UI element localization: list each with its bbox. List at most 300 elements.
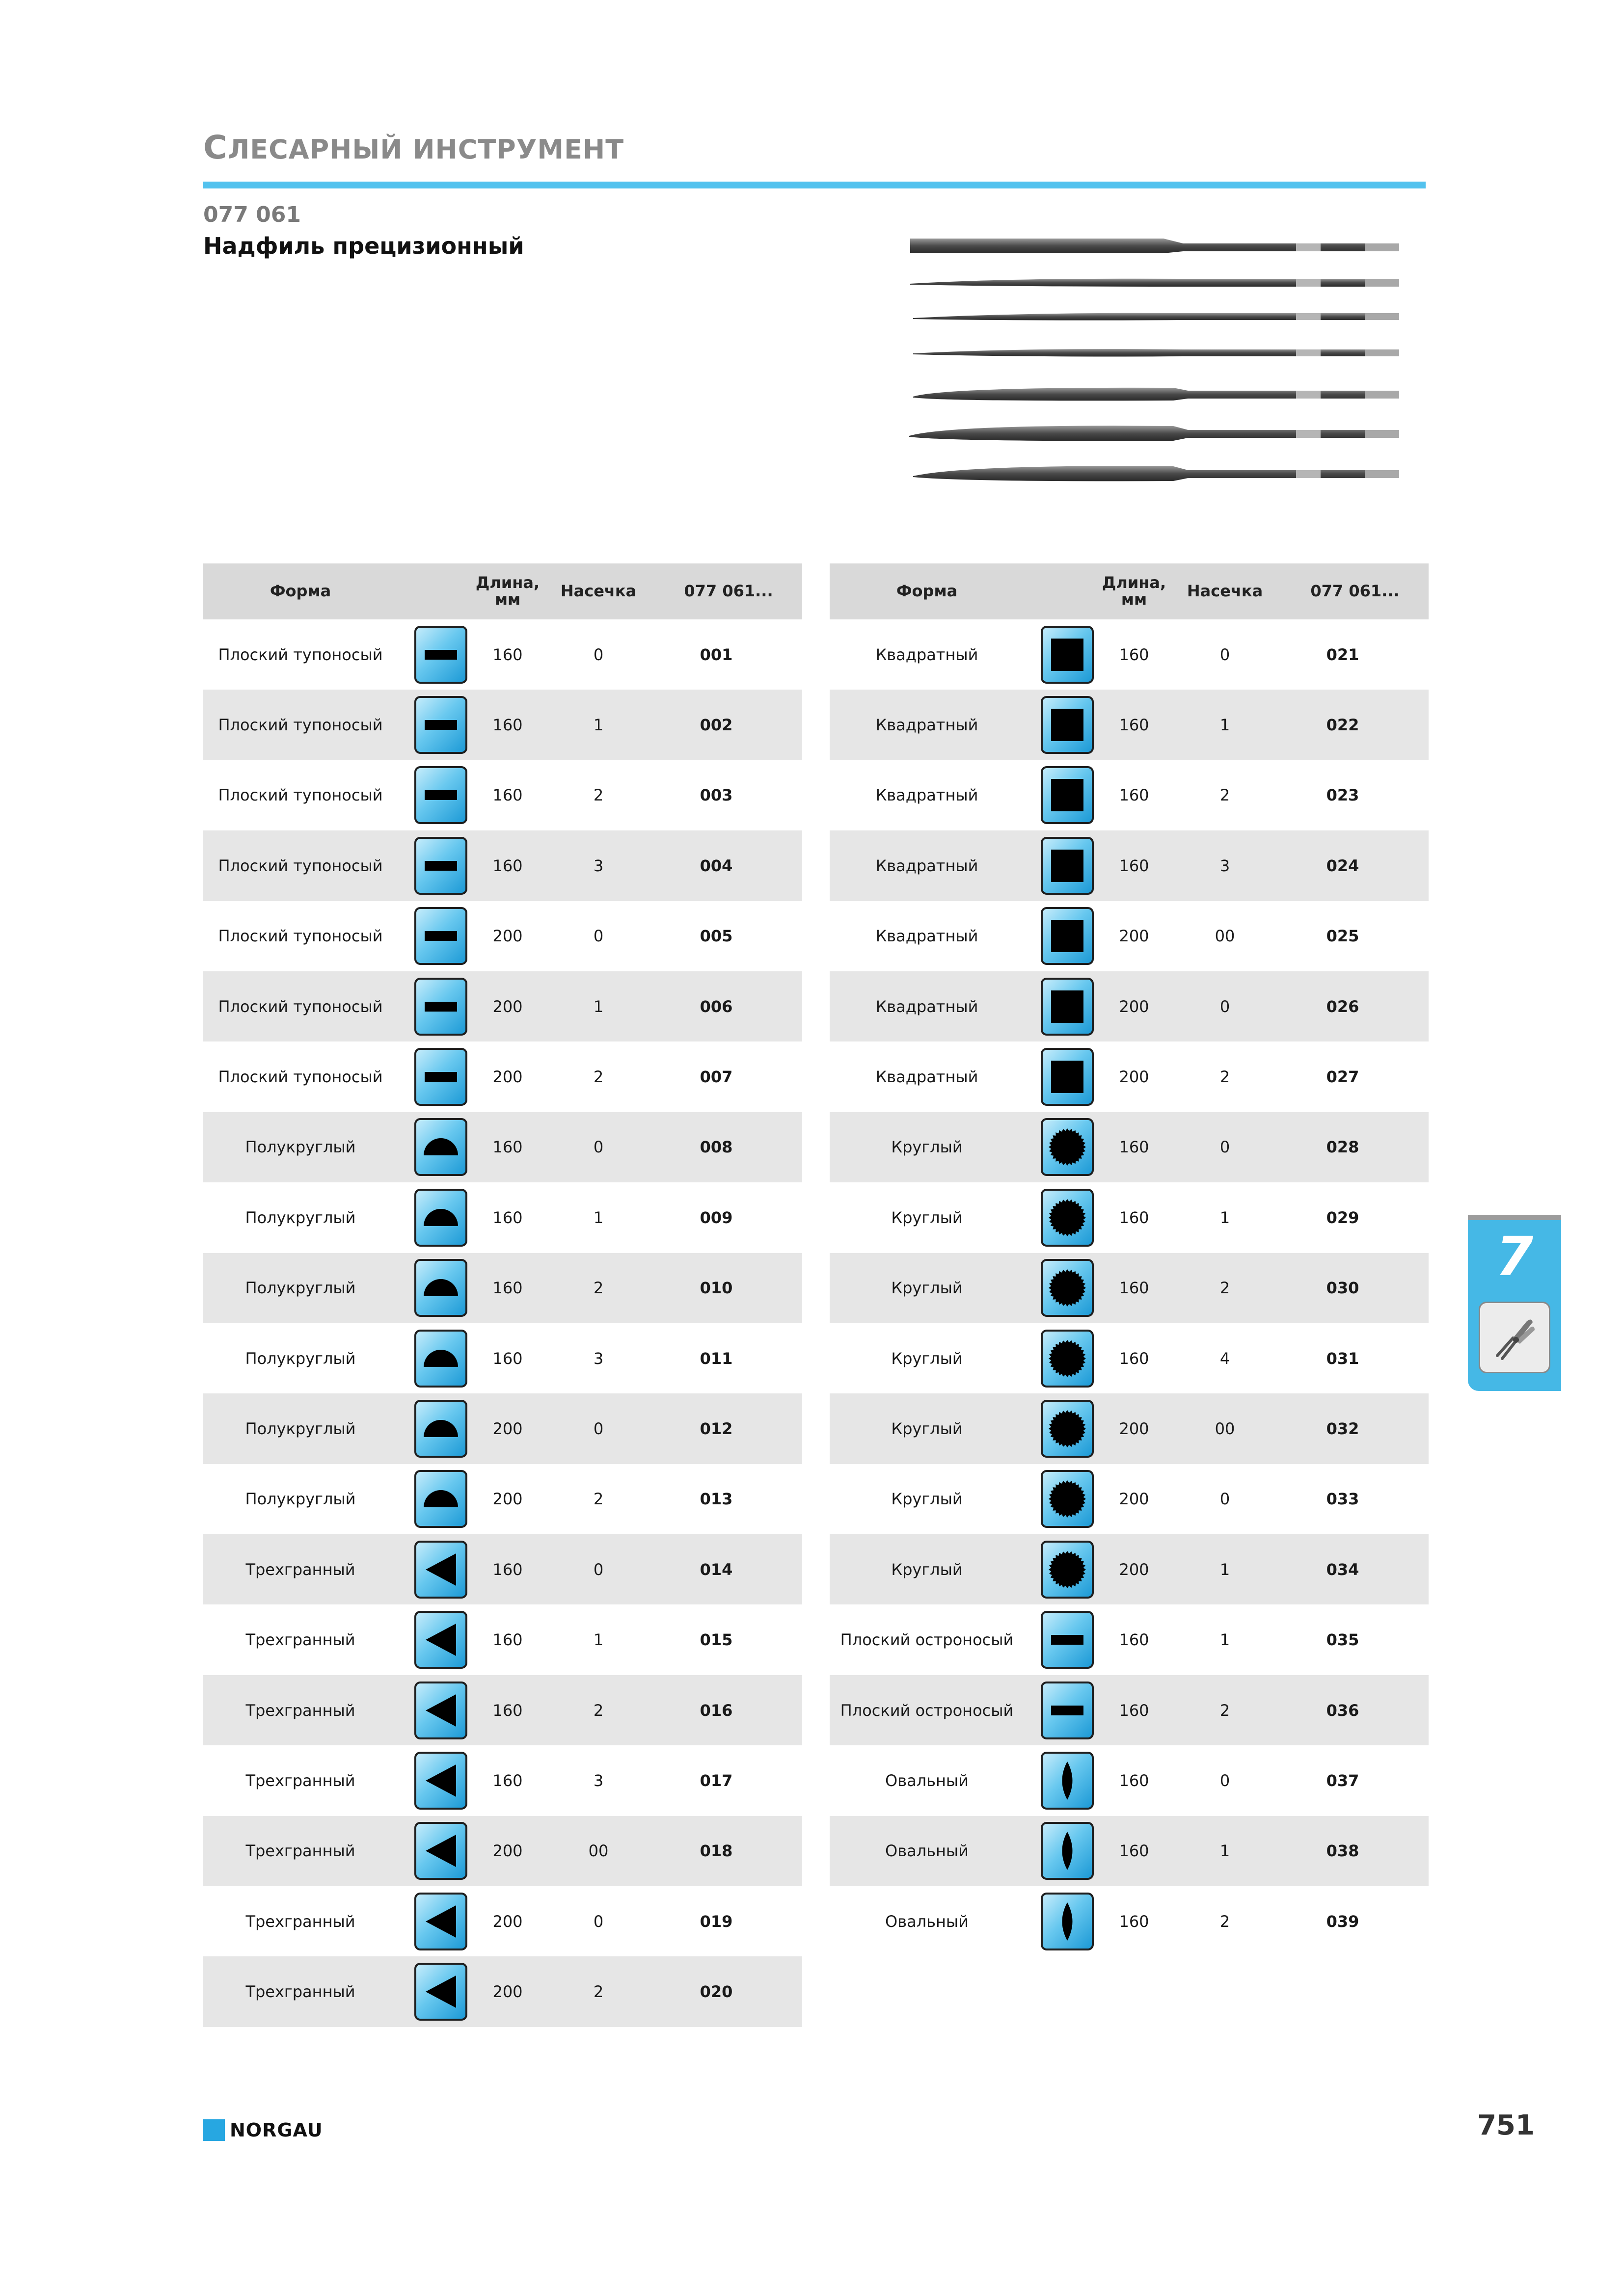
article-code: 025 [1326, 927, 1359, 946]
file-4 [913, 349, 1399, 357]
cut-value: 0 [1219, 997, 1230, 1016]
header-shape: Форма [896, 582, 958, 601]
shape-cell [1038, 1604, 1097, 1675]
shape-name: Трехгранный [245, 1842, 355, 1861]
shape-cell [1038, 619, 1097, 690]
table-row [830, 1675, 1429, 1745]
article-code: 031 [1326, 1349, 1359, 1368]
length-value: 200 [492, 1842, 523, 1861]
flat-profile-icon [414, 626, 467, 684]
shape-name: Квадратный [875, 645, 978, 664]
shape-cell [1038, 901, 1097, 971]
table-row [203, 1393, 802, 1464]
table-row [830, 1323, 1429, 1393]
flat-profile-icon [414, 766, 467, 824]
length-value: 160 [492, 645, 523, 664]
cut-value: 0 [593, 645, 604, 664]
article-code: 020 [700, 1982, 733, 2002]
shape-cell [411, 971, 470, 1041]
chapter-number: 7 [1495, 1225, 1534, 1288]
flat-profile-icon [1041, 1682, 1094, 1739]
table-row [203, 1675, 802, 1745]
cut-value: 3 [593, 1771, 604, 1790]
table-row [203, 1745, 802, 1815]
table-row [830, 830, 1429, 901]
length-value: 200 [492, 1982, 523, 2002]
shape-cell [1038, 1675, 1097, 1745]
cut-value: 1 [1219, 716, 1230, 735]
cut-value: 1 [593, 716, 604, 735]
oval-profile-icon [1041, 1752, 1094, 1810]
table-row [830, 1041, 1429, 1112]
length-value: 160 [1119, 1279, 1149, 1298]
round-profile-icon [1041, 1259, 1094, 1317]
article-code: 008 [700, 1138, 733, 1157]
length-value: 200 [492, 997, 523, 1016]
article-code: 022 [1326, 716, 1359, 735]
shape-cell [411, 1745, 470, 1815]
table-row [830, 1464, 1429, 1534]
flat-profile-icon [414, 837, 467, 895]
shape-cell [411, 1253, 470, 1323]
length-value: 160 [492, 856, 523, 875]
chapter-tab[interactable] [1468, 1215, 1561, 1391]
shape-name: Трехгранный [245, 1701, 355, 1720]
shape-name: Плоский тупоносый [218, 786, 383, 805]
cut-value: 2 [593, 1068, 604, 1087]
length-value: 200 [492, 927, 523, 946]
triangle-profile-icon [414, 1541, 467, 1599]
header-cut: Насечка [1187, 582, 1263, 601]
round-profile-icon [1041, 1330, 1094, 1388]
length-value: 200 [1119, 1068, 1149, 1087]
brand-square [203, 2119, 225, 2141]
shape-cell [411, 1041, 470, 1112]
article-code: 014 [700, 1560, 733, 1579]
table-header [203, 563, 802, 619]
length-value: 200 [1119, 1419, 1149, 1438]
shape-cell [411, 830, 470, 901]
article-code: 018 [700, 1842, 733, 1861]
length-value: 160 [492, 1771, 523, 1790]
article-code: 023 [1326, 786, 1359, 805]
table-row [203, 760, 802, 830]
table-row [203, 690, 802, 760]
shape-name: Трехгранный [245, 1912, 355, 1931]
cut-value: 0 [593, 1419, 604, 1438]
article-code: 026 [1326, 997, 1359, 1016]
cut-value: 1 [593, 1208, 604, 1227]
cut-value: 1 [1219, 1208, 1230, 1227]
shape-cell [1038, 830, 1097, 901]
length-value: 160 [1119, 1630, 1149, 1650]
shape-name: Полукруглый [245, 1279, 356, 1298]
table-row [830, 901, 1429, 971]
article-code: 010 [700, 1279, 733, 1298]
article-code: 011 [700, 1349, 733, 1368]
article-code: 030 [1326, 1279, 1359, 1298]
table-row [203, 1112, 802, 1182]
shape-name: Круглый [891, 1279, 963, 1298]
cut-value: 0 [1219, 1138, 1230, 1157]
flat-profile-icon [414, 696, 467, 754]
length-value: 160 [1119, 1771, 1149, 1790]
article-code: 004 [700, 856, 733, 875]
square-profile-icon [1041, 837, 1094, 895]
shape-name: Овальный [885, 1912, 969, 1931]
cut-value: 3 [593, 856, 604, 875]
table-row [830, 1534, 1429, 1604]
chapter-tab-bar [1468, 1215, 1561, 1220]
table-row [203, 901, 802, 971]
cut-value: 2 [593, 1490, 604, 1509]
table-row [830, 1253, 1429, 1323]
length-value: 200 [1119, 1490, 1149, 1509]
table-row [203, 1534, 802, 1604]
shape-name: Плоский тупоносый [218, 645, 383, 664]
header-length: Длина, мм [1102, 573, 1166, 609]
needle-files-photo [908, 231, 1409, 496]
triangle-profile-icon [414, 1611, 467, 1669]
brand-logo [203, 2119, 323, 2141]
article-code: 006 [700, 997, 733, 1016]
flat-profile-icon [414, 978, 467, 1036]
shape-cell [411, 1604, 470, 1675]
cut-value: 1 [593, 997, 604, 1016]
file-1 [910, 239, 1399, 253]
file-7 [913, 466, 1399, 481]
shape-name: Полукруглый [245, 1349, 356, 1368]
flat-profile-icon [1041, 1611, 1094, 1669]
section-title [203, 129, 624, 166]
article-code: 005 [700, 927, 733, 946]
length-value: 160 [1119, 1912, 1149, 1931]
length-value: 160 [492, 1279, 523, 1298]
table-row [203, 830, 802, 901]
table-row [830, 1816, 1429, 1886]
square-profile-icon [1041, 696, 1094, 754]
shape-cell [411, 1675, 470, 1745]
article-code: 009 [700, 1208, 733, 1227]
article-number: 077 061 [203, 202, 301, 227]
cut-value: 1 [1219, 1560, 1230, 1579]
file-table-right [830, 563, 1429, 1956]
oval-profile-icon [1041, 1893, 1094, 1950]
square-profile-icon [1041, 978, 1094, 1036]
round-profile-icon [1041, 1400, 1094, 1458]
shape-name: Квадратный [875, 716, 978, 735]
shape-cell [1038, 1323, 1097, 1393]
shape-name: Квадратный [875, 856, 978, 875]
table-row [203, 1464, 802, 1534]
file-table-left [203, 563, 802, 2027]
shape-name: Квадратный [875, 786, 978, 805]
triangle-profile-icon [414, 1893, 467, 1950]
shape-name: Круглый [891, 1560, 963, 1579]
shape-cell [411, 901, 470, 971]
length-value: 160 [492, 1701, 523, 1720]
header-code: 077 061... [1310, 582, 1400, 601]
shape-cell [411, 1886, 470, 1956]
square-profile-icon [1041, 766, 1094, 824]
cut-value: 3 [1219, 856, 1230, 875]
shape-cell [1038, 1182, 1097, 1253]
cut-value: 4 [1219, 1349, 1230, 1368]
article-code: 019 [700, 1912, 733, 1931]
flat-profile-icon [414, 907, 467, 965]
length-value: 200 [1119, 927, 1149, 946]
half-round-profile-icon [414, 1330, 467, 1388]
cut-value: 2 [1219, 786, 1230, 805]
cut-value: 2 [593, 1701, 604, 1720]
shape-cell [1038, 1464, 1097, 1534]
shape-name: Круглый [891, 1419, 963, 1438]
cut-value: 0 [593, 1912, 604, 1931]
round-profile-icon [1041, 1470, 1094, 1528]
shape-cell [411, 1464, 470, 1534]
page-number: 751 [1477, 2109, 1535, 2141]
table-header [830, 563, 1429, 619]
shape-name: Плоский тупоносый [218, 856, 383, 875]
header-code: 077 061... [684, 582, 773, 601]
shape-cell [411, 690, 470, 760]
article-code: 013 [700, 1490, 733, 1509]
cut-value: 0 [1219, 1771, 1230, 1790]
cut-value: 00 [1215, 927, 1235, 946]
square-profile-icon [1041, 907, 1094, 965]
cut-value: 1 [1219, 1630, 1230, 1650]
shape-cell [1038, 1041, 1097, 1112]
length-value: 200 [492, 1490, 523, 1509]
shape-cell [411, 1393, 470, 1464]
shape-name: Полукруглый [245, 1138, 356, 1157]
article-code: 001 [700, 645, 733, 664]
half-round-profile-icon [414, 1470, 467, 1528]
article-code: 032 [1326, 1419, 1359, 1438]
length-value: 160 [1119, 856, 1149, 875]
article-code: 012 [700, 1419, 733, 1438]
length-value: 200 [1119, 997, 1149, 1016]
cut-value: 2 [593, 1279, 604, 1298]
length-value: 160 [492, 1560, 523, 1579]
cut-value: 0 [593, 1138, 604, 1157]
article-code: 034 [1326, 1560, 1359, 1579]
table-row [203, 1182, 802, 1253]
length-value: 160 [1119, 716, 1149, 735]
shape-cell [411, 1816, 470, 1886]
cut-value: 1 [1219, 1842, 1230, 1861]
length-value: 160 [492, 1630, 523, 1650]
length-value: 200 [492, 1912, 523, 1931]
round-profile-icon [1041, 1189, 1094, 1247]
article-code: 029 [1326, 1208, 1359, 1227]
shape-name: Полукруглый [245, 1419, 356, 1438]
shape-name: Круглый [891, 1138, 963, 1157]
table-row [830, 1182, 1429, 1253]
cut-value: 2 [593, 1982, 604, 2002]
table-row [830, 1604, 1429, 1675]
shape-name: Круглый [891, 1208, 963, 1227]
cut-value: 0 [1219, 1490, 1230, 1509]
shape-name: Трехгранный [245, 1560, 355, 1579]
shape-cell [1038, 1534, 1097, 1604]
shape-name: Плоский тупоносый [218, 997, 383, 1016]
shape-name: Плоский тупоносый [218, 716, 383, 735]
table-row [830, 1112, 1429, 1182]
table-row [830, 1745, 1429, 1815]
table-row [830, 1393, 1429, 1464]
table-row [203, 1604, 802, 1675]
cut-value: 3 [593, 1349, 604, 1368]
round-profile-icon [1041, 1541, 1094, 1599]
oval-profile-icon [1041, 1822, 1094, 1880]
shape-name: Плоский остроносый [840, 1630, 1014, 1650]
shape-cell [1038, 1112, 1097, 1182]
table-row [203, 971, 802, 1041]
length-value: 160 [492, 1208, 523, 1227]
triangle-profile-icon [414, 1682, 467, 1739]
article-code: 033 [1326, 1490, 1359, 1509]
length-value: 200 [1119, 1560, 1149, 1579]
shape-name: Трехгранный [245, 1771, 355, 1790]
shape-cell [1038, 760, 1097, 830]
article-code: 024 [1326, 856, 1359, 875]
shape-cell [1038, 1886, 1097, 1956]
length-value: 160 [1119, 1842, 1149, 1861]
table-row [203, 1816, 802, 1886]
file-2 [910, 279, 1399, 287]
half-round-profile-icon [414, 1400, 467, 1458]
cut-value: 0 [593, 927, 604, 946]
shape-cell [411, 1956, 470, 2027]
shape-name: Квадратный [875, 997, 978, 1016]
length-value: 160 [492, 1349, 523, 1368]
section-title-rest: ЛЕСАРНЫЙ ИНСТРУМЕНТ [227, 134, 624, 165]
shape-name: Квадратный [875, 927, 978, 946]
article-code: 016 [700, 1701, 733, 1720]
shape-cell [1038, 1816, 1097, 1886]
article-code: 021 [1326, 645, 1359, 664]
table-row [830, 619, 1429, 690]
triangle-profile-icon [414, 1963, 467, 2021]
article-code: 027 [1326, 1068, 1359, 1087]
half-round-profile-icon [414, 1118, 467, 1176]
shape-name: Трехгранный [245, 1982, 355, 2002]
table-row [830, 1886, 1429, 1956]
article-code: 017 [700, 1771, 733, 1790]
file-5 [913, 388, 1399, 401]
cut-value: 0 [1219, 645, 1230, 664]
shape-name: Плоский остроносый [840, 1701, 1014, 1720]
shape-cell [1038, 1745, 1097, 1815]
square-profile-icon [1041, 1048, 1094, 1106]
shape-name: Овальный [885, 1771, 969, 1790]
file-6 [909, 426, 1399, 441]
cut-value: 2 [593, 786, 604, 805]
brand-name: NORGAU [230, 2119, 323, 2141]
square-profile-icon [1041, 626, 1094, 684]
shape-cell [411, 1112, 470, 1182]
article-code: 003 [700, 786, 733, 805]
cut-value: 2 [1219, 1068, 1230, 1087]
shape-cell [411, 760, 470, 830]
length-value: 160 [1119, 786, 1149, 805]
table-row [203, 1323, 802, 1393]
table-row [203, 1041, 802, 1112]
shape-cell [1038, 1253, 1097, 1323]
cut-value: 0 [593, 1560, 604, 1579]
half-round-profile-icon [414, 1259, 467, 1317]
shape-name: Квадратный [875, 1068, 978, 1087]
length-value: 160 [492, 1138, 523, 1157]
shape-cell [411, 1182, 470, 1253]
product-name: Надфиль прецизионный [203, 233, 524, 259]
table-row [830, 971, 1429, 1041]
article-code: 037 [1326, 1771, 1359, 1790]
article-code: 035 [1326, 1630, 1359, 1650]
length-value: 200 [492, 1419, 523, 1438]
length-value: 160 [492, 716, 523, 735]
header-shape: Форма [270, 582, 331, 601]
file-3 [913, 313, 1399, 320]
cut-value: 00 [588, 1842, 609, 1861]
shape-cell [411, 619, 470, 690]
length-value: 160 [1119, 1208, 1149, 1227]
length-value: 160 [1119, 1701, 1149, 1720]
cut-value: 00 [1215, 1419, 1235, 1438]
shape-cell [411, 1534, 470, 1604]
shape-name: Круглый [891, 1349, 963, 1368]
length-value: 160 [1119, 1138, 1149, 1157]
cut-value: 2 [1219, 1912, 1230, 1931]
article-code: 039 [1326, 1912, 1359, 1931]
title-rule [203, 182, 1426, 188]
shape-name: Круглый [891, 1490, 963, 1509]
shape-cell [411, 1323, 470, 1393]
shape-cell [1038, 690, 1097, 760]
header-length: Длина, мм [475, 573, 540, 609]
shape-cell [1038, 1393, 1097, 1464]
shape-name: Плоский тупоносый [218, 927, 383, 946]
article-code: 007 [700, 1068, 733, 1087]
article-code: 028 [1326, 1138, 1359, 1157]
triangle-profile-icon [414, 1752, 467, 1810]
shape-name: Овальный [885, 1842, 969, 1861]
length-value: 200 [492, 1068, 523, 1087]
article-code: 015 [700, 1630, 733, 1650]
header-cut: Насечка [560, 582, 637, 601]
article-code: 002 [700, 716, 733, 735]
shape-name: Полукруглый [245, 1208, 356, 1227]
shape-name: Плоский тупоносый [218, 1068, 383, 1087]
cut-value: 2 [1219, 1279, 1230, 1298]
table-row [203, 1956, 802, 2027]
article-code: 036 [1326, 1701, 1359, 1720]
length-value: 160 [492, 786, 523, 805]
table-row [203, 619, 802, 690]
pliers-icon [1479, 1302, 1550, 1373]
length-value: 160 [1119, 1349, 1149, 1368]
round-profile-icon [1041, 1118, 1094, 1176]
flat-profile-icon [414, 1048, 467, 1106]
shape-name: Трехгранный [245, 1630, 355, 1650]
shape-name: Полукруглый [245, 1490, 356, 1509]
table-row [203, 1886, 802, 1956]
cut-value: 1 [593, 1630, 604, 1650]
shape-cell [1038, 971, 1097, 1041]
table-row [830, 760, 1429, 830]
table-row [830, 690, 1429, 760]
